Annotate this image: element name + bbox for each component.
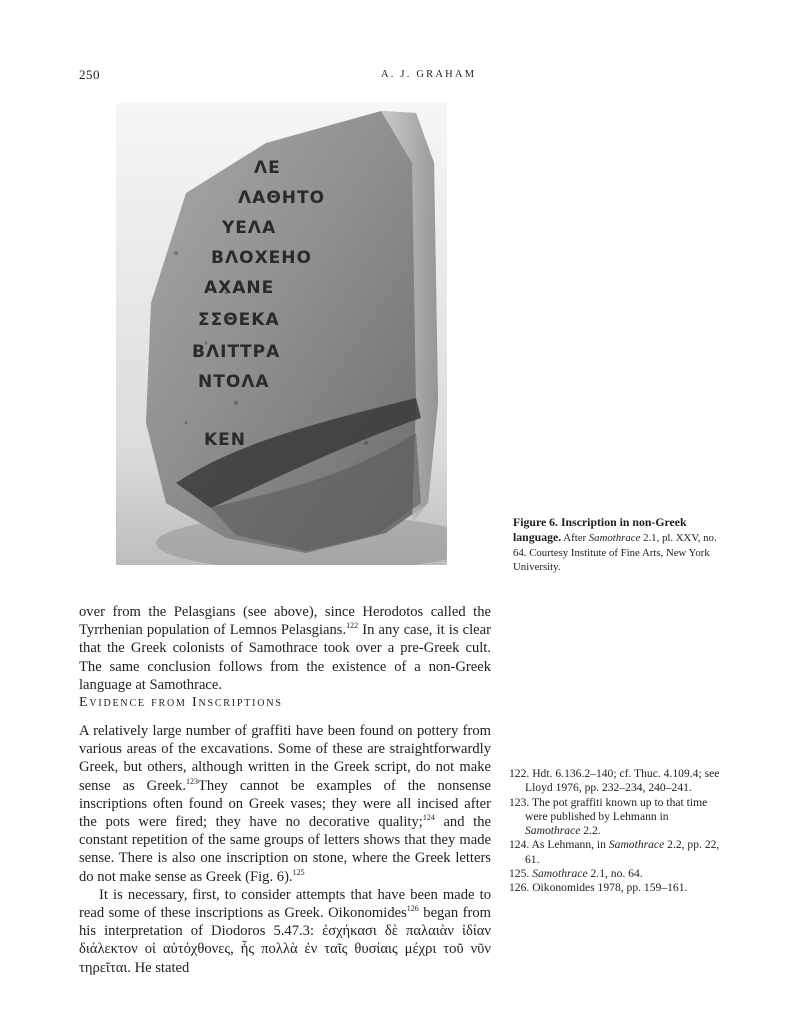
section-heading: Evidence from Inscriptions [79, 695, 283, 710]
inscribed-stone-image [116, 103, 447, 565]
paragraph [79, 886, 491, 977]
caption-title: Figure 6. Inscription in non-Greek language. [513, 515, 687, 545]
intro-paragraph [79, 603, 491, 694]
figure-caption [513, 515, 718, 574]
text-segment: 2.2. [583, 824, 601, 838]
footnote-124 [509, 838, 726, 867]
footnote-ref: 123 [185, 776, 198, 786]
inscription-line: ΚΕΝ [204, 430, 247, 450]
footnote-122: 122. Hdt. 6.136.2–140; cf. Thuc. 4.109.4; see Lloyd 1976, pp. 232–234, 240–241. [509, 767, 720, 795]
inscription-line: ΥΕΛΑ [222, 218, 277, 238]
page-number: 250 [79, 67, 100, 82]
inscription-line: ΛΕ [254, 158, 281, 178]
inscription-line: ΣΣΘΕΚΑ [198, 310, 280, 330]
text-segment: Samothrace [532, 867, 588, 881]
caption-after: After [563, 532, 587, 545]
inscription-line: ΒΛΟΧΕΗΟ [211, 248, 312, 268]
text-segment: They cannot be examples of the nonsense inscriptions often found on Greek vases; they were all incised after the pots were fired; they have no decorative quality; [79, 777, 491, 831]
footnote-ref: 126 [406, 904, 419, 914]
text-segment: began from his interpretation of Diodoros 5.47.3: ἐσχήκασι δὲ παλαιὰν ἰδίαν διάλεκτον οἱ αὐτόχθονες, ἧς πολλὰ ἐν ταῖς θυσίαις μέχρι τοῦ νῦν τηρεῖται. He stated [79, 905, 491, 976]
text-segment: over from the Pelasgians (see above), since Herodotos called the Tyrrhenian population of Lemnos Pelasgians. [79, 604, 491, 639]
caption-rest: 2.1, pl. XXV, no. 64. Courtesy Institute of Fine Arts, New York University. [513, 532, 717, 573]
figure-6-photo [116, 103, 447, 565]
inscription-line: ΝΤΟΛΑ [198, 372, 270, 392]
footnote-ref: 124 [422, 813, 435, 823]
footnote-126: 126. Oikonomides 1978, pp. 159–161. [509, 881, 688, 895]
text-segment: 2.2, pp. 22, 61. [525, 838, 720, 866]
text-segment: Samothrace [525, 824, 581, 838]
footnotes [509, 767, 726, 896]
text-segment: and the constant repetition of the same groups of letters shows that they made sense. There is also one inscription on stone, where the Greek letters do not make sense as Greek (Fig. 6). [79, 814, 491, 885]
text-segment: Samothrace [608, 838, 665, 852]
text-segment: 123. The pot graffiti known up to that time were published by Lehmann in [509, 795, 708, 823]
footnote-ref: 122 [346, 621, 359, 631]
paragraph [79, 722, 491, 886]
running-head: A. J. GRAHAM [381, 69, 477, 80]
text-segment: It is necessary, first, to consider attempts that have been made to read some of these inscriptions as Greek. Oikonomides [79, 886, 491, 922]
footnote-ref: 125 [292, 867, 305, 877]
inscription-line: ΑΧΑΝΕ [204, 278, 275, 298]
text-segment: In any case, it is clear that the Greek colonists of Samothrace took over a pre-Greek cult. The same conclusion follows from the existence of a non-Greek language at Samothrace. [79, 622, 491, 693]
footnote-125 [509, 867, 726, 881]
caption-source-title: Samothrace [588, 532, 641, 545]
text-segment: 125. [509, 867, 530, 881]
inscription-line: ΒΛΙΤΤΡΑ [192, 342, 281, 362]
text-segment: A relatively large number of graffiti have been found on pottery from various areas of the excavations. Some of these are straightforwardly Greek, but others, although written in the Greek script, do not make sense as Greek. [79, 723, 491, 794]
inscription-line: ΛΑΘΗΤΟ [238, 188, 326, 208]
footnote-123 [509, 796, 726, 839]
text-segment: 2.1, no. 64. [590, 867, 643, 881]
text-segment: 124. As Lehmann, in [509, 838, 606, 852]
main-text [79, 722, 491, 977]
